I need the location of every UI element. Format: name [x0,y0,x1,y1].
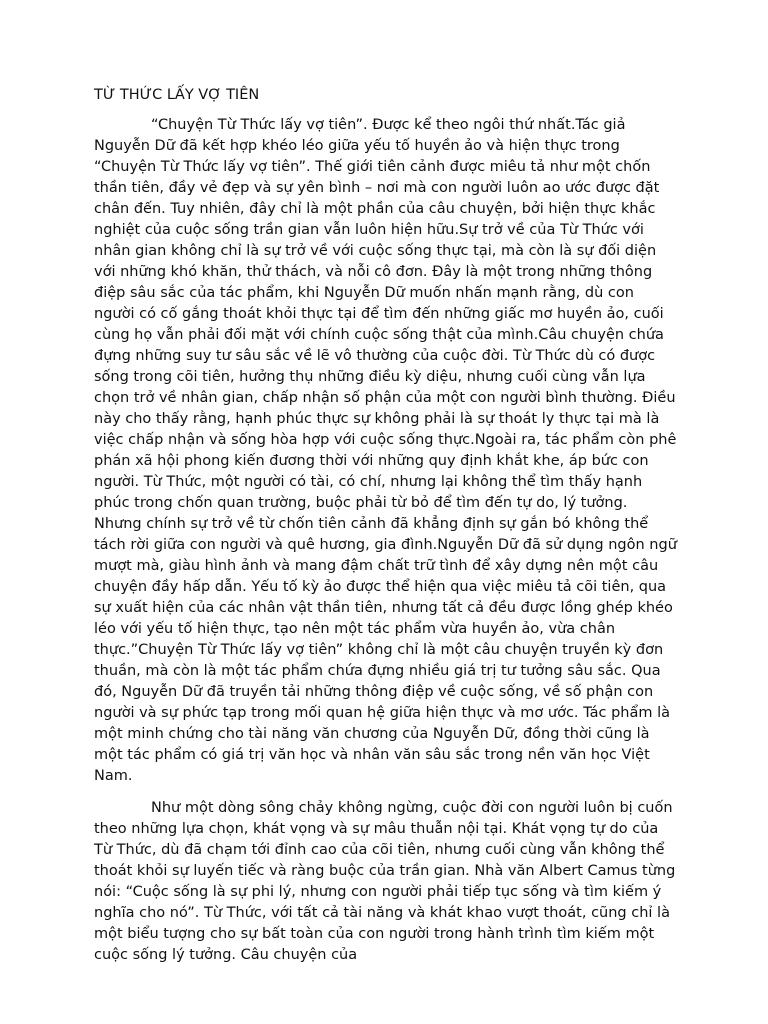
body-paragraph-1: “Chuyện Từ Thức lấy vợ tiên”. Được kể theo ngôi thứ nhất.Tác giả Nguyễn Dữ đã kết hợp khéo léo giữa yếu tố huyền ảo và hiện thực trong “Chuyện Từ Thức lấy vợ tiên”. Thế giới tiên cảnh được miêu tả như một chốn thần tiên, đầy vẻ đẹp và sự yên bình – nơi mà con người luôn ao ước được đặt chân đến. Tuy nhiên, đây chỉ là một phần của câu chuyện, bởi hiện thực khắc nghiệt của cuộc sống trần gian vẫn luôn hiện hữu.Sự trở về của Từ Thức với nhân gian không chỉ là sự trở về với cuộc sống thực tại, mà còn là sự đối diện với những khó khăn, thử thách, và nỗi cô đơn. Đây là một trong những thông điệp sâu sắc của tác phẩm, khi Nguyễn Dữ muốn nhấn mạnh rằng, dù con người có cố gắng thoát khỏi thực tại để tìm đến những giấc mơ huyền ảo, cuối cùng họ vẫn phải đối mặt với chính cuộc sống thật của mình.Câu chuyện chứa đựng những suy tư sâu sắc về lẽ vô thường của cuộc đời. Từ Thức dù có được sống trong cõi tiên, hưởng thụ những điều kỳ diệu, nhưng cuối cùng vẫn lựa chọn trở về nhân gian, chấp nhận số phận của một con người bình thường. Điều này cho thấy rằng, hạnh phúc thực sự không phải là sự thoát ly thực tại mà là việc chấp nhận và sống hòa hợp với cuộc sống thực.Ngoài ra, tác phẩm còn phê phán xã hội phong kiến đương thời với những quy định khắt khe, áp bức con người. Từ Thức, một người có tài, có chí, nhưng lại không thể tìm thấy hạnh phúc trong chốn quan trường, buộc phải từ bỏ để tìm đến tự do, lý tưởng. Nhưng chính sự trở về từ chốn tiên cảnh đã khẳng định sự gắn bó không thể tách rời giữa con người và quê hương, gia đình.Nguyễn Dữ đã sử dụng ngôn ngữ mượt mà, giàu hình ảnh và mang đậm chất trữ tình để xây dựng nên một câu chuyện đầy hấp dẫn. Yếu tố kỳ ảo được thể hiện qua việc miêu tả cõi tiên, qua sự xuất hiện của các nhân vật thần tiên, nhưng tất cả đều được lồng ghép khéo léo với yếu tố hiện thực, tạo nên một tác phẩm vừa huyền ảo, vừa chân thực.”Chuyện Từ Thức lấy vợ tiên” không chỉ là một câu chuyện truyền kỳ đơn thuần, mà còn là một tác phẩm chứa đựng nhiều giá trị tư tưởng sâu sắc. Qua đó, Nguyễn Dữ đã truyền tải những thông điệp về cuộc sống, về số phận con người và sự phức tạp trong mối quan hệ giữa hiện thực và mơ ước. Tác phẩm là một minh chứng cho tài năng văn chương của Nguyễn Dữ, đồng thời cũng là một tác phẩm có giá trị văn học và nhân văn sâu sắc trong nền văn học Việt Nam. [94,117,677,784]
document-page [94,85,679,977]
body-paragraph-2: Như một dòng sông chảy không ngừng, cuộc đời con người luôn bị cuốn theo những lựa chọn, khát vọng và sự mâu thuẫn nội tại. Khát vọng tự do của Từ Thức, dù đã chạm tới đỉnh cao của cõi tiên, nhưng cuối cùng vẫn không thể thoát khỏi sự luyến tiếc và ràng buộc của trần gian. Nhà văn Albert Camus từng nói: “Cuộc sống là sự phi lý, nhưng con người phải tiếp tục sống và tìm kiếm ý nghĩa cho nó”. Từ Thức, với tất cả tài năng và khát khao vượt thoát, cũng chỉ là một biểu tượng cho sự bất toàn của con người trong hành trình tìm kiếm một cuộc sống lý tưởng. Câu chuyện của [94,800,676,963]
document-title: TỪ THỨC LẤY VỢ TIÊN [94,87,260,103]
